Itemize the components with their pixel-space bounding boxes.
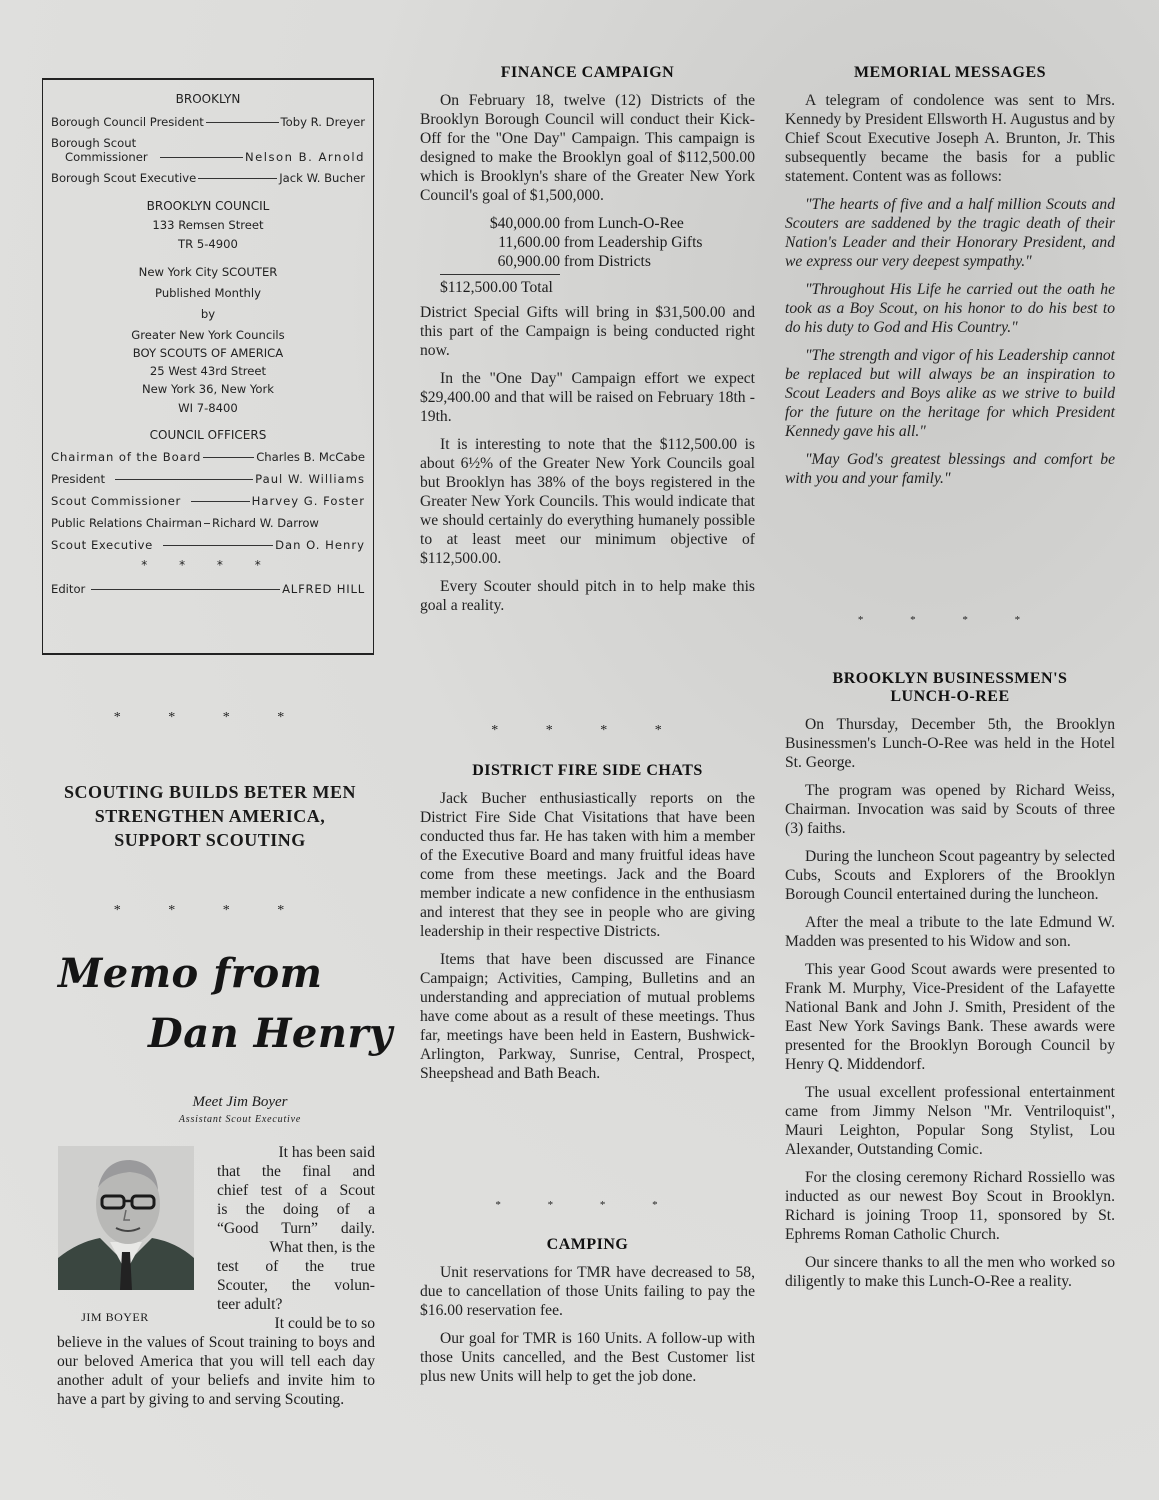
luncheon-paragraph: During the luncheon Scout pageantry by selected Cubs, Scouts and Explorers of the Brooklyn Borough Council entertained during the luncheon.: [785, 848, 1115, 903]
luncheon-paragraph: On Thursday, December 5th, the Brooklyn Businessmen's Lunch-O-Ree was held in the Hotel St. George.: [785, 716, 1115, 771]
star-separator: * * * *: [491, 723, 684, 738]
org-address-city: New York 36, New York: [142, 382, 274, 396]
memo-line: “Good Turn” daily.: [217, 1220, 375, 1237]
finance-source: from Leadership Gifts: [563, 234, 703, 251]
luncheon-paragraph: After the meal a tribute to the late Edmund W. Madden was presented to his Widow and son.: [785, 914, 1115, 950]
luncheon-paragraph: Our sincere thanks to all the men who worked so diligently to make this Lunch-O-Ree a reality.: [785, 1254, 1115, 1290]
finance-heading: FINANCE CAMPAIGN: [500, 64, 675, 81]
finance-source: from Districts: [563, 253, 651, 270]
finance-item: [460, 233, 755, 252]
publication-name: New York City SCOUTER: [138, 265, 278, 279]
camping-paragraph: Unit reservations for TMR have decreased to 58, due to cancellation of those Units failing to pay the $16.00 reservation fee.: [420, 1264, 755, 1319]
publisher-by: by: [200, 307, 216, 321]
fireside-paragraph: Items that have been discussed are Finance Campaign; Activities, Camping, Bulletins and an understanding and appreciation of mutual problems have come about as a result of these meetings. Thus far, meetings have been held in Eastern, Bushwick-Arlington, Parkway, Sunrise, Central, Prospect, Sheepshead and Bath Beach.: [420, 951, 755, 1082]
officers-heading: COUNCIL OFFICERS: [149, 428, 267, 442]
memo-line: What then, is the: [269, 1239, 375, 1256]
memo-intro: [217, 1143, 375, 1333]
leader-rule: [204, 523, 210, 524]
finance-amount: 11,600.00: [498, 234, 560, 251]
leader-rule: [206, 122, 279, 123]
finance-paragraph: On February 18, twelve (12) Districts of the Brooklyn Borough Council will conduct their Kick-Off for the "One Day" Campaign. This campaign is designed to make the Brooklyn goal of $112,500.00 which is Brooklyn's share of the Greater New York Council's goal of $1,500,000.: [420, 92, 755, 204]
leader-rule: [198, 178, 277, 179]
officer-row: [51, 472, 365, 486]
memo-line: teer adult?: [217, 1296, 283, 1313]
slogan: [32, 780, 388, 852]
officer-name: Dan O. Henry: [275, 538, 365, 552]
council-address: 133 Remsen Street: [152, 218, 264, 232]
org-bsa: BOY SCOUTS OF AMERICA: [132, 346, 284, 360]
finance-article: [420, 64, 755, 615]
luncheon-paragraph: This year Good Scout awards were presented to Frank M. Murphy, Vice-President of the Lafayette National Bank and John J. Smith, President of the East New York Savings Bank. These awards were presented for the Brooklyn Borough Council by Henry Q. Middendorf.: [785, 961, 1115, 1073]
star-separator: * * * *: [141, 558, 275, 572]
officer-label: Scout Commissioner: [51, 494, 181, 508]
luncheon-heading-line1: BROOKLYN BUSINESSMEN'S: [832, 670, 1068, 687]
finance-total: [440, 274, 560, 297]
luncheon-heading-line2: LUNCH-O-REE: [890, 688, 1010, 705]
officer-name: Harvey G. Foster: [251, 494, 365, 508]
luncheon-paragraph: The program was opened by Richard Weiss, Chairman. Invocation was said by Scouts of three (3) faiths.: [785, 782, 1115, 837]
memo-line: that the final and: [217, 1163, 375, 1180]
camping-article: [420, 1236, 755, 1386]
memo-subtitle-role: Assistant Scout Executive: [178, 1114, 302, 1125]
finance-amount: 60,900.00: [497, 253, 560, 270]
memorial-paragraph: A telegram of condolence was sent to Mrs. Kennedy by President Ellsworth H. Augustus and by Chief Scout Executive Joseph A. Brunton, Jr. This subsequently became the basis for a public statement. Content was as follows:: [785, 92, 1115, 185]
leader-rule: [160, 157, 243, 158]
editor-label: Editor: [51, 582, 86, 596]
officer-label: Commissioner: [65, 150, 148, 164]
finance-paragraph: District Special Gifts will bring in $31,500.00 and this part of the Campaign is being conducted right now.: [420, 304, 755, 359]
council-name: BROOKLYN COUNCIL: [146, 199, 270, 213]
star-separator: * * * *: [495, 1199, 680, 1211]
leader-rule: [163, 545, 273, 546]
camping-heading: CAMPING: [546, 1236, 629, 1253]
finance-paragraph: In the "One Day" Campaign effort we expect $29,400.00 and that will be raised on February 18th - 19th.: [420, 370, 755, 425]
fireside-heading: DISTRICT FIRE SIDE CHATS: [472, 762, 703, 779]
officer-row: [51, 516, 365, 530]
memo-title-line1: Memo from: [58, 950, 323, 997]
officer-label: President: [51, 472, 106, 486]
officer-row: [51, 538, 365, 552]
memorial-quote: "Throughout His Life he carried out the oath he took as a Boy Scout, on his honor to do his best to do his duty to God and His Country.": [785, 281, 1115, 336]
officer-label: Chairman of the Board: [51, 450, 202, 464]
leader-rule: [191, 501, 250, 502]
officer-name: Paul W. Williams: [255, 472, 365, 486]
masthead-title: BROOKLYN: [175, 92, 241, 106]
officer-row: [51, 494, 365, 508]
officer-row: [51, 150, 365, 164]
publication-frequency: Published Monthly: [155, 286, 261, 300]
memo-line: Scouter, the volun-: [217, 1277, 375, 1294]
memorial-quote: "The hearts of five and a half million Scouts and Scouters are saddened by the tragic death of their Nation's Leader and their Honorary President, and we express our very deepest sympathy.": [785, 196, 1115, 270]
org-name: Greater New York Councils: [131, 328, 285, 342]
finance-breakdown: [460, 214, 755, 271]
slogan-line: SUPPORT SCOUTING: [114, 830, 306, 850]
editor-name: ALFRED HILL: [282, 582, 365, 596]
slogan-line: SCOUTING BUILDS BETER MEN: [63, 782, 357, 802]
finance-total-amount: $112,500.00: [440, 279, 518, 296]
memorial-article: [785, 64, 1115, 488]
luncheon-paragraph: The usual excellent professional entertainment came from Jimmy Nelson "Mr. Ventriloquist", Mauri Leighton, Popular Song Stylist, Lou Alexander, Outstanding Comic.: [785, 1084, 1115, 1158]
memo-line: is the doing of a: [217, 1201, 375, 1218]
memo-title-line2: Dan Henry: [148, 1010, 393, 1057]
memo-line: chief test of a Scout: [217, 1182, 375, 1199]
star-separator: * * * *: [113, 903, 307, 918]
leader-rule: [203, 457, 254, 458]
officer-label: Scout Executive: [51, 538, 153, 552]
officer-name: Jack W. Bucher: [279, 171, 365, 185]
finance-item: [460, 214, 755, 233]
officer-row: [51, 115, 365, 129]
finance-paragraph: It is interesting to note that the $112,500.00 is about 6½% of the Greater New York Councils goal but Brooklyn has 38% of the boys registered in the Greater New York Councils. This would indicate that we should certainly do everything humanely possible to at least meet our minimum objective of $112,500.00.: [420, 436, 755, 567]
officer-row: [51, 171, 365, 185]
memorial-heading: MEMORIAL MESSAGES: [853, 64, 1047, 81]
officer-name: Nelson B. Arnold: [244, 150, 365, 164]
finance-total-label: Total: [521, 279, 553, 296]
org-phone: WI 7-8400: [178, 401, 238, 415]
finance-paragraph: Every Scouter should pitch in to help make this goal a reality.: [420, 578, 755, 614]
officer-label: Public Relations Chairman: [51, 516, 203, 530]
camping-paragraph: Our goal for TMR is 160 Units. A follow-up with those Units cancelled, and the Best Customer list plus new Units will help to get the job done.: [420, 1330, 755, 1385]
officer-name: Richard W. Darrow: [212, 516, 319, 530]
memo-line: It could be to so: [274, 1315, 375, 1332]
finance-source: from Lunch-O-Ree: [563, 215, 684, 232]
photo-caption: JIM BOYER: [81, 1310, 149, 1324]
star-separator: * * * *: [857, 614, 1043, 626]
officer-label: Borough Council President: [51, 115, 204, 129]
council-phone: TR 5-4900: [178, 237, 238, 251]
memorial-quote: "The strength and vigor of his Leadership cannot be replaced but will always be an inspiration to Scout Leaders and Boys alike as we strive to build for the future on the heritage for which President Kennedy gave his all.": [785, 347, 1115, 440]
leader-rule: [115, 479, 253, 480]
officer-label-line1: Borough Scout: [51, 136, 137, 150]
star-separator: * * * *: [113, 710, 307, 725]
portrait-illustration: [58, 1146, 194, 1290]
luncheon-paragraph: For the closing ceremony Richard Rossiello was inducted as our newest Boy Scout in Brooklyn. Richard is joining Troop 11, sponsored by St. Ephrems Roman Catholic Church.: [785, 1169, 1115, 1243]
finance-amount: $40,000.00: [489, 215, 560, 232]
finance-item: [460, 252, 755, 271]
officer-label: Borough Scout Executive: [51, 171, 197, 185]
memo-closing: believe in the values of Scout training to boys and our beloved America that you will tell each day another adult of your beliefs and invite him to have a part by giving to and serving Scouting.: [57, 1334, 375, 1408]
jim-boyer-photo: [58, 1146, 194, 1290]
fireside-article: [420, 762, 755, 1083]
memo-line: test of the true: [217, 1258, 375, 1275]
memo-subtitle: Meet Jim Boyer: [192, 1094, 288, 1110]
memorial-quote: "May God's greatest blessings and comfort be with you and your family.": [785, 451, 1115, 487]
memo-line: It has been said: [278, 1144, 375, 1161]
officer-row: [51, 450, 365, 464]
editor-row: [51, 582, 365, 596]
officer-name: Charles B. McCabe: [256, 450, 365, 464]
leader-rule: [91, 589, 280, 590]
org-address-street: 25 West 43rd Street: [149, 364, 267, 378]
luncheon-article: [785, 670, 1115, 1291]
masthead-box: [42, 78, 374, 655]
fireside-paragraph: Jack Bucher enthusiastically reports on the District Fire Side Chat Visitations that have been conducted thus far. He has taken with him a member of the Executive Board and many fruitful ideas have come from these meetings. Jack and the Board member indicate a new confidence in the enthusiasm and interest that they see in people who are giving leadership in their respective Districts.: [420, 790, 755, 940]
slogan-line: STRENGTHEN AMERICA,: [94, 806, 326, 826]
officer-name: Toby R. Dreyer: [280, 115, 365, 129]
